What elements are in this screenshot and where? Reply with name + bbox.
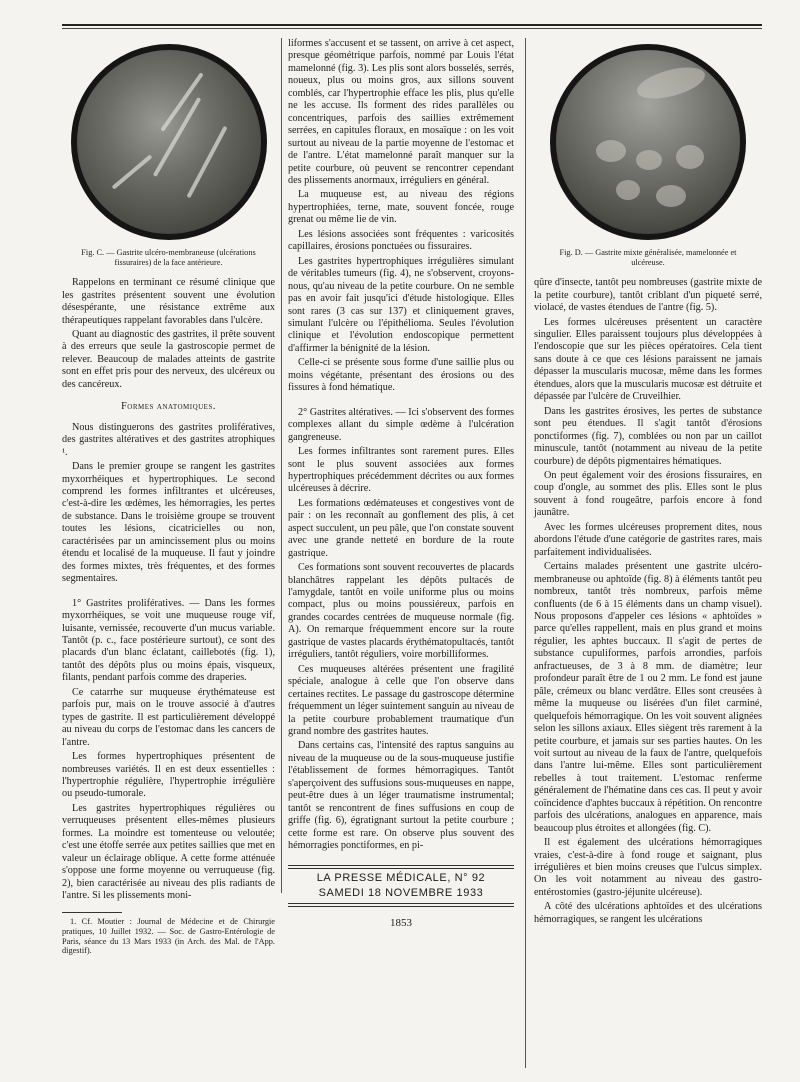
top-rule-thin (62, 28, 762, 29)
paragraph: 2° Gastrites altératives. — Ici s'observent des formes complexes allant du simple œdème à l'ulcération gangreneuse. (288, 406, 514, 443)
paragraph: Celle-ci se présente sous forme d'une saillie plus ou moins végétante, présentant des érosions ou des fissures à fond hématique. (288, 357, 514, 394)
paragraph: Les gastrites hypertrophiques irrégulières simulant de véritables tumeurs (fig. 4), ne s'observent, croyons-nous, qu'au niveau de la petite courbure. On ne semble pas en avoir fait jusqu'ici d'étude histologique. Elles sont rares (3 cas sur 137) et cliniquement graves, simulant l'ulcère ou l'épithélioma. Seules l'évolution clinique et l'évolution endoscopique permettent d'affirmer la bénignité de la lésion. (288, 255, 514, 354)
paragraph: Dans certains cas, l'intensité des raptus sanguins au niveau de la muqueuse ou de la sous-muqueuse justifie l'établissement de formes hémorragiques. Tantôt s'aperçoivent des suffusions sous-muqueuses en nappe, peut-être dues à un léger traumatisme instrumental; tantôt se rencontrent de fines suffusions en coup de griffe (fig. 6), égratignant surtout la petite courbure ; cette forme est rare. On observe plus souvent des hémorragies ponctiformes, en pi- (288, 740, 514, 852)
paragraph: Certains malades présentent une gastrite ulcéro-membraneuse ou aphtoïde (fig. 8) à éléments tantôt peu nombreux, tantôt très nombreux, parfois même confluents (de 6 à 15 éléments dans un champ visuel). Nous proposons d'appeler ces lésions « aphtoïdes » parce qu'elles rappellent, mais en plus grand et moins régulier, les aphtes buccaux. Il s'agit de pertes de substance cupuliformes, parfois arrondies, parfois anfractueuses, de 3 à 8 mm. de diamètre; leur profondeur paraît être de 1 ou 2 mm. Le fond est jaune pâle, crémeux ou blanc verdâtre. Elles sont creusées à même la muqueuse ou lisérées d'un filet carminé, quelquefois hémorragique. On les voit souvent alignées selon les sillons axiaux. Elles siègent très rarement à la petite courbure, et jamais sur ses parties hautes. On les voit surtout au niveau de la faux de l'antre, quelquefois dans l'antre lui-même. Elles sont particulièrement rebelles à tout traitement. L'estomac renferme généralement de l'hématine dans ces cas. Il peut y avoir coïncidence d'aphtes buccaux à répétition. On rencontre parfois des ulcérations, analogues en apparence, mais beaucoup plus étroites et allongées (fig. C). (534, 561, 762, 834)
paragraph: Il est également des ulcérations hémorragiques vraies, c'est-à-dire à fond rouge et saignant, plus irrégulières et bien moins creuses que l'ulcus simplex. On les voit notamment au niveau des gastro-entérostomies (gastro-jéjunite ulcéreuse). (534, 837, 762, 898)
paragraph: Rappelons en terminant ce résumé clinique que les gastrites présentent souvent une évolution désespérante, une résistance extrême aux thérapeutiques rappelant favorables dans l'ulcère. (62, 277, 275, 326)
column-right (534, 38, 762, 928)
column-divider-right (525, 38, 526, 1068)
column-divider-left (281, 38, 282, 893)
issue-date: SAMEDI 18 NOVEMBRE 1933 (318, 886, 484, 899)
top-rule (62, 24, 762, 26)
paragraph: Les gastrites hypertrophiques régulières ou verruqueuses présentent elles-mêmes plusieurs formes. La moindre est tomenteuse ou veloutée; c'est une étoffe serrée aux petites saillies que met en valeur un éclairage oblique. A cette forme atténuée s'oppose une forme moyenne ou verruqueuse (fig. 2), bien caractérisée au niveau des plis radiants de l'antre. Si les plissements moni- (62, 802, 275, 902)
paragraph: On peut également voir des érosions fissuraires, en coup d'ongle, au sommet des plis. Elles sont le plus souvent à fond rougeâtre, parfois encore à fond jaunâtre. (534, 469, 762, 519)
figure-d-caption: Fig. D. — Gastrite mixte généralisée, mamelonnée et ulcéreuse. (559, 248, 737, 267)
figure-d-gastroscopy-image (550, 44, 746, 240)
paragraph: La muqueuse est, au niveau des régions hypertrophiées, terne, mate, souvent foncée, rouge grenat ou même lie de vin. (288, 189, 514, 226)
figure-c-caption: Fig. C. — Gastrite ulcéro-membraneuse (ulcérations fissuraires) de la face antérieure. (81, 248, 256, 267)
paragraph: Les formations œdémateuses et congestives vont de pair : on les reconnaît au gonflement des plis, à cet aspect succulent, un peu pâle, que l'on constate souvent avec une grande netteté en bordure de la route gastrique. (288, 497, 514, 559)
paragraph: Les formes infiltrantes sont rarement pures. Elles sont le plus souvent associées aux formes hypertrophiques précédemment décrites ou aux formes ulcéreuses à décrire. (288, 446, 514, 495)
paragraph: Dans les gastrites érosives, les pertes de substance sont peu étendues. Il s'agit tantôt d'érosions ponctiformes (fig. 7), comblées ou non par un caillot minuscule, tantôt (notamment au niveau de la petite courbure) de dépôts pigmentaires hématiques. (534, 405, 762, 467)
paragraph: Nous distinguerons des gastrites prolifératives, des gastrites altératives et des gastrites atrophiques ¹. (62, 421, 275, 458)
footnote-rule (62, 912, 122, 913)
paragraph: qûre d'insecte, tantôt peu nombreuses (gastrite mixte de la petite courbure), tantôt criblant d'un piqueté serré, violacé, de vastes étendues de l'antre (fig. 5). (534, 277, 762, 314)
paragraph: Les formes hypertrophiques présentent de nombreuses variétés. Il en est deux essentielles : l'hypertrophie régulière, l'hypertrophie irrégulière ou pseudo-tumorale. (62, 751, 275, 800)
paragraph: Quant au diagnostic des gastrites, il prête souvent à des erreurs que seule la gastroscopie permet de relever. Beaucoup de malades atteints de gastrite sont en effet pris pour des nerveux, des ulcéreux ou des cancéreux. (62, 329, 275, 390)
footnote: 1. Cf. Moutier : Journal de Médecine et de Chirurgie pratiques, 10 Juillet 1932. — Soc. de Gastro-Entérologie de Paris, séance du 13 Mars 1933 (in Arch. des Mal. de l'App. digestif). (62, 917, 275, 956)
section-title-formes-anatomiques: Formes anatomiques. (121, 401, 216, 413)
masthead (288, 865, 514, 929)
paragraph: A côté des ulcérations aphtoïdes et des ulcérations hémorragiques, se rangent les ulcérations (534, 901, 762, 925)
column-left (62, 38, 275, 958)
paragraph: Ces muqueuses altérées présentent une fragilité spéciale, analogue à celle que l'on observe dans certaines rectites. Le passage du gastroscope détermine fréquemment un léger suintement sanguin au niveau de la petite courbure probablement traumatique d'un grand nombre des gastrites hautes. (288, 663, 514, 738)
paragraph: Dans le premier groupe se rangent les gastrites myxorrhéiques et hypertrophiques. Le second comprend les formes infiltrantes et ulcéreuses, c'est-à-dire les œdèmes, les hémorragies, les pertes de substance. Dans le troisième groupe se trouvent toutes les lésions, cicatricielles ou non, caractérisées par un amincissement plus ou moins étendu et localisé de la muqueuse. Il faut y joindre des formes mixtes, très fréquentes, et des formes segmentaires. (62, 461, 275, 585)
paragraph: Ces formations sont souvent recouvertes de placards blanchâtres rappelant les dépôts pultacés de l'amygdale, tantôt en voile uniforme plus ou moins compact, plus ou moins poussiéreux, parfois en grandes cocardes centrées de muqueuse normale (fig. A). On remarque fréquemment encore sur la route gastrique de vastes placards érythématopultacés, tantôt irréguliers, tantôt réguliers, voire morbilliformes. (288, 562, 514, 661)
paragraph: Ce catarrhe sur muqueuse érythémateuse est parfois pur, mais on le trouve associé à d'autres types de gastrite. Il est particulièrement développé au niveau du corps de l'estomac dans les cancers de l'antre. (62, 686, 275, 748)
paragraph: Avec les formes ulcéreuses proprement dites, nous abordons l'étude d'une catégorie de gastrites rares, mais parfaitement individualisées. (534, 521, 762, 558)
paragraph: Les formes ulcéreuses présentent un caractère singulier. Elles paraissent toujours plus développées à l'endoscopie que sur les pièces opératoires. Cela tient sans doute à ce que ces lésions paraissent ne jamais dépasser la muscularis mucosæ, même dans les formes étendues, alors que la muscularis mucosæ est détruite et dépassée par l'ulcère de Cruveilhier. (534, 316, 762, 403)
journal-title: LA PRESSE MÉDICALE, N° 92 (316, 871, 486, 884)
column-middle (288, 38, 514, 929)
paragraph: 1° Gastrites prolifératives. — Dans les formes myxorrhéiques, se voit une muqueuse rouge vif, luisante, vernissée, recouverte d'un mucus variable. Tantôt (p. c., face postérieure surtout), ce sont des placards d'un blanc éclatant, caillebotés (fig. 1), tantôt des dépôts plus ou moins épais, visqueux, filants, pendant parfois comme des draperies. (62, 597, 275, 684)
figure-c-gastroscopy-image (71, 44, 267, 240)
paragraph: Les lésions associées sont fréquentes : varicosités capillaires, érosions ponctuées ou fissuraires. (288, 228, 514, 253)
page-number: 1853 (390, 916, 412, 929)
paragraph: liformes s'accusent et se tassent, on arrive à cet aspect, presque géométrique parfois, nommé par Louis l'état mamelonné (fig. 3). Les plis sont alors bosselés, serrés, noueux, plus ou moins gros, aux sillons souvent comblés, car l'hypertrophie efface les plis, plus qu'elle ne les accuse. Ils forment des rides parallèles ou concentriques, parfois des saillies extrêmement serrées, en capitules floraux, en mosaïque : on les voit surtout au niveau de la partie moyenne de l'estomac et de l'antre. L'état mamelonné paraît manquer sur la petite courbure, où peuvent se rencontrer cependant des plissements anormaux, irréguliers en général. (288, 38, 514, 186)
